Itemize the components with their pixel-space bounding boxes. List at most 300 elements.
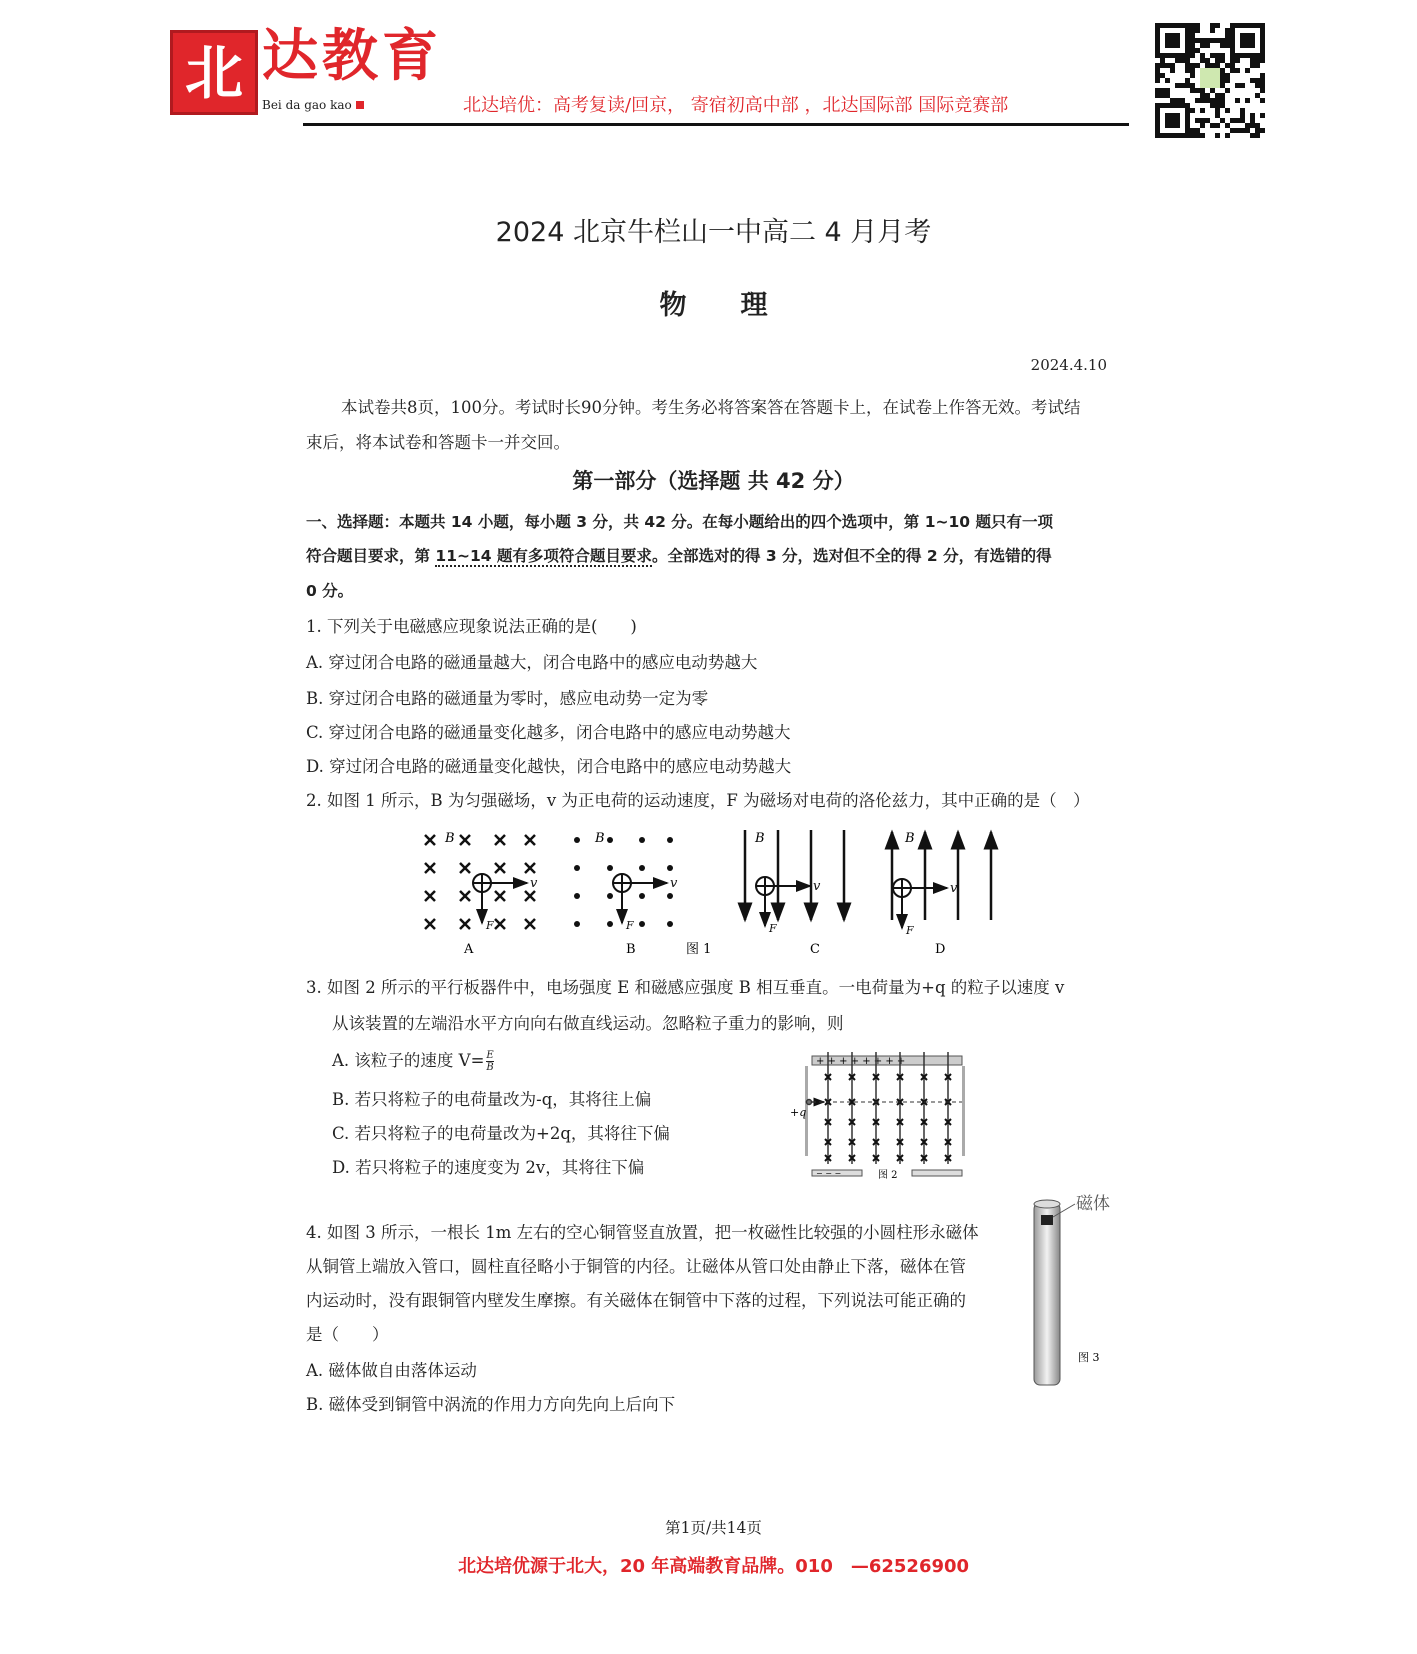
field-into-page-icon xyxy=(495,891,505,901)
qr-module xyxy=(1155,93,1160,98)
qr-module xyxy=(1200,118,1205,123)
qr-module xyxy=(1175,83,1180,88)
qr-module xyxy=(1220,58,1225,63)
figure-2 xyxy=(790,1052,975,1182)
qr-module xyxy=(1225,63,1230,68)
fraction xyxy=(486,1050,493,1073)
qr-module xyxy=(1185,83,1190,88)
qr-module xyxy=(1260,83,1265,88)
qr-module xyxy=(1245,68,1250,73)
fig-label-b: B xyxy=(626,942,636,955)
field-into-page-icon xyxy=(425,863,435,873)
qr-module xyxy=(1160,88,1165,93)
instructions-text: 符合题目要求，第 xyxy=(306,547,436,565)
qr-module xyxy=(1165,63,1170,68)
qr-module xyxy=(1155,133,1160,138)
field-out-of-page-icon xyxy=(639,893,645,899)
qr-module xyxy=(1225,73,1230,78)
qr-module xyxy=(1200,88,1205,93)
qr-module xyxy=(1155,38,1160,43)
qr-module xyxy=(1155,28,1160,33)
qr-module xyxy=(1235,58,1240,63)
q4-option-b: B. 磁体受到铜管中涡流的作用力方向先向上后向下 xyxy=(306,1395,676,1414)
qr-module xyxy=(1245,23,1250,28)
qr-module xyxy=(1155,88,1160,93)
qr-module xyxy=(1155,73,1160,78)
qr-module xyxy=(1220,53,1225,58)
footer-ad: 北达培优源于北大，20 年高端教育品牌。010 —62526900 xyxy=(457,1556,970,1577)
qr-module xyxy=(1215,133,1220,138)
qr-module xyxy=(1190,23,1195,28)
qr-module xyxy=(1155,68,1160,73)
exam-date: 2024.4.10 xyxy=(1030,356,1107,374)
qr-module xyxy=(1230,28,1235,33)
qr-module xyxy=(1195,133,1200,138)
qr-module xyxy=(1240,53,1245,58)
qr-module xyxy=(1210,63,1215,68)
qr-module xyxy=(1155,123,1160,128)
qr-module xyxy=(1185,78,1190,83)
qr-module xyxy=(1165,53,1170,58)
qr-module xyxy=(1180,103,1185,108)
q3-stem: 从该装置的左端沿水平方向向右做直线运动。忽略粒子重力的影响，则 xyxy=(332,1014,844,1033)
qr-module xyxy=(1170,98,1175,103)
qr-module xyxy=(1245,123,1250,128)
qr-module xyxy=(1205,63,1210,68)
qr-module xyxy=(1250,53,1255,58)
qr-module xyxy=(1225,78,1230,83)
qr-module xyxy=(1255,133,1260,138)
qr-module xyxy=(1225,33,1230,38)
qr-module xyxy=(1200,43,1205,48)
page-number: 第1页/共14页 xyxy=(665,1519,762,1537)
field-into-page-icon xyxy=(425,919,435,929)
pinyin-text: Bei da gao kao xyxy=(262,98,352,112)
qr-module xyxy=(1185,48,1190,53)
field-out-of-page-icon xyxy=(607,865,613,871)
q1-option-b: B. 穿过闭合电路的磁通量为零时，感应电动势一定为零 xyxy=(306,689,709,708)
velocity-label: v xyxy=(950,881,958,896)
qr-module xyxy=(1260,98,1265,103)
qr-module xyxy=(1210,123,1215,128)
qr-module xyxy=(1155,108,1160,113)
qr-module xyxy=(1255,93,1260,98)
qr-module xyxy=(1195,63,1200,68)
qr-module xyxy=(1220,98,1225,103)
qr-module xyxy=(1180,53,1185,58)
qr-module xyxy=(1165,33,1170,38)
qr-module xyxy=(1260,23,1265,28)
qr-module xyxy=(1260,88,1265,93)
qr-module xyxy=(1255,58,1260,63)
qr-module xyxy=(1200,93,1205,98)
q3-option-c: C. 若只将粒子的电荷量改为+2q，其将往下偏 xyxy=(332,1124,670,1143)
qr-module xyxy=(1260,78,1265,83)
qr-module xyxy=(1155,53,1160,58)
qr-module xyxy=(1170,33,1175,38)
fig-label-c: C xyxy=(810,942,820,955)
field-into-page-icon xyxy=(460,835,470,845)
qr-module xyxy=(1225,88,1230,93)
field-into-page-icon xyxy=(460,919,470,929)
field-out-of-page-icon xyxy=(667,837,673,843)
qr-module xyxy=(1180,83,1185,88)
intro-line: 束后，将本试卷和答题卡一并交回。 xyxy=(306,433,570,452)
qr-module xyxy=(1170,68,1175,73)
qr-module xyxy=(1240,113,1245,118)
q3-option-b: B. 若只将粒子的电荷量改为-q，其将往上偏 xyxy=(332,1090,652,1109)
qr-module xyxy=(1190,63,1195,68)
field-into-page-icon xyxy=(495,835,505,845)
qr-module xyxy=(1245,128,1250,133)
field-out-of-page-icon xyxy=(574,893,580,899)
velocity-label: v xyxy=(530,876,538,891)
qr-module xyxy=(1250,113,1255,118)
qr-module xyxy=(1165,38,1170,43)
qr-module xyxy=(1170,118,1175,123)
magnet-label: 磁体 xyxy=(1076,1194,1110,1214)
qr-module xyxy=(1165,133,1170,138)
qr-module xyxy=(1160,73,1165,78)
header-divider xyxy=(303,123,1129,126)
minus-plate-label: − − − xyxy=(816,1169,842,1178)
qr-module xyxy=(1215,103,1220,108)
qr-module xyxy=(1190,88,1195,93)
field-out-of-page-icon xyxy=(667,921,673,927)
qr-module xyxy=(1185,63,1190,68)
qr-module xyxy=(1260,43,1265,48)
option-a-text: A. 该粒子的速度 V= xyxy=(332,1051,485,1070)
qr-module xyxy=(1185,38,1190,43)
qr-module xyxy=(1190,38,1195,43)
qr-module xyxy=(1170,38,1175,43)
fig-label-d: D xyxy=(935,942,946,955)
qr-module xyxy=(1240,108,1245,113)
qr-module xyxy=(1155,33,1160,38)
qr-module xyxy=(1230,68,1235,73)
qr-module xyxy=(1225,123,1230,128)
qr-module xyxy=(1240,43,1245,48)
qr-module xyxy=(1235,68,1240,73)
qr-module xyxy=(1190,43,1195,48)
qr-module xyxy=(1220,103,1225,108)
figure-3 xyxy=(1030,1192,1130,1397)
qr-module xyxy=(1195,88,1200,93)
field-into-page-icon xyxy=(425,835,435,845)
qr-module xyxy=(1170,53,1175,58)
qr-module xyxy=(1200,133,1205,138)
qr-module xyxy=(1195,128,1200,133)
q1-stem: 1. 下列关于电磁感应现象说法正确的是( ) xyxy=(306,617,637,636)
qr-module xyxy=(1215,108,1220,113)
qr-module xyxy=(1190,108,1195,113)
field-out-of-page-icon xyxy=(639,837,645,843)
qr-module xyxy=(1220,93,1225,98)
qr-module xyxy=(1195,98,1200,103)
qr-module xyxy=(1185,28,1190,33)
figure-1 xyxy=(420,820,1000,955)
label-b: B xyxy=(755,831,765,846)
charge-label: +q xyxy=(790,1106,807,1119)
instructions-emphasis: 11~14 题有多项符合题目要求 xyxy=(435,547,652,565)
qr-module xyxy=(1215,93,1220,98)
qr-module xyxy=(1205,118,1210,123)
field-into-page-icon xyxy=(460,863,470,873)
qr-module xyxy=(1185,53,1190,58)
qr-module xyxy=(1210,28,1215,33)
qr-module xyxy=(1250,118,1255,123)
qr-module xyxy=(1230,23,1235,28)
qr-module xyxy=(1170,113,1175,118)
qr-module xyxy=(1210,23,1215,28)
qr-module xyxy=(1170,123,1175,128)
qr-module xyxy=(1250,63,1255,68)
q3-option-a xyxy=(332,1050,494,1073)
q4-option-a: A. 磁体做自由落体运动 xyxy=(306,1361,477,1380)
qr-module xyxy=(1215,38,1220,43)
field-into-page-icon xyxy=(425,891,435,901)
qr-module xyxy=(1230,33,1235,38)
q4-stem: 是（ ） xyxy=(306,1325,389,1344)
qr-module xyxy=(1170,103,1175,108)
qr-module xyxy=(1235,23,1240,28)
qr-module xyxy=(1260,58,1265,63)
qr-module xyxy=(1190,33,1195,38)
field-out-of-page-icon xyxy=(639,921,645,927)
qr-module xyxy=(1250,58,1255,63)
qr-module xyxy=(1175,43,1180,48)
qr-center-logo xyxy=(1200,68,1220,88)
qr-module xyxy=(1155,63,1160,68)
q4-stem: 4. 如图 3 所示，一根长 1m 左右的空心铜管竖直放置，把一枚磁性比较强的小圆柱形永磁体 xyxy=(306,1223,979,1242)
qr-module xyxy=(1260,53,1265,58)
qr-module xyxy=(1230,63,1235,68)
qr-module xyxy=(1175,23,1180,28)
qr-module xyxy=(1170,23,1175,28)
fig-1-caption: 图 1 xyxy=(686,942,712,955)
q1-option-c: C. 穿过闭合电路的磁通量变化越多，闭合电路中的感应电动势越大 xyxy=(306,723,791,742)
qr-module xyxy=(1175,133,1180,138)
qr-module xyxy=(1175,103,1180,108)
plus-plate-label: + + + + + + + + xyxy=(816,1056,906,1067)
qr-module xyxy=(1185,103,1190,108)
qr-module xyxy=(1180,58,1185,63)
qr-module xyxy=(1250,33,1255,38)
qr-module xyxy=(1220,83,1225,88)
field-out-of-page-icon xyxy=(667,865,673,871)
field-out-of-page-icon xyxy=(607,893,613,899)
qr-module xyxy=(1180,23,1185,28)
qr-module xyxy=(1200,58,1205,63)
field-into-page-icon xyxy=(525,863,535,873)
qr-module xyxy=(1200,38,1205,43)
qr-module xyxy=(1220,68,1225,73)
field-into-page-icon xyxy=(495,863,505,873)
qr-module xyxy=(1160,93,1165,98)
qr-module xyxy=(1240,83,1245,88)
qr-module xyxy=(1155,23,1160,28)
qr-module xyxy=(1165,103,1170,108)
field-out-of-page-icon xyxy=(574,865,580,871)
field-out-of-page-icon xyxy=(574,837,580,843)
qr-module xyxy=(1255,123,1260,128)
qr-module xyxy=(1205,98,1210,103)
qr-module xyxy=(1230,58,1235,63)
particle xyxy=(807,1100,812,1105)
q4-stem: 内运动时，没有跟铜管内壁发生摩擦。有关磁体在铜管中下落的过程，下列说法可能正确的 xyxy=(306,1291,966,1310)
header-slogan: 北达培优：高考复读/回京， 寄宿初高中部 ，北达国际部 国际竞赛部 xyxy=(463,95,1009,116)
qr-module xyxy=(1175,38,1180,43)
qr-module xyxy=(1200,123,1205,128)
qr-module xyxy=(1225,38,1230,43)
qr-module xyxy=(1170,63,1175,68)
qr-module xyxy=(1185,123,1190,128)
qr-module xyxy=(1240,118,1245,123)
qr-module xyxy=(1230,128,1235,133)
qr-module xyxy=(1215,123,1220,128)
qr-module xyxy=(1220,73,1225,78)
qr-module xyxy=(1240,23,1245,28)
qr-module xyxy=(1240,38,1245,43)
qr-module xyxy=(1155,78,1160,83)
qr-module xyxy=(1215,113,1220,118)
qr-module xyxy=(1230,43,1235,48)
qr-module xyxy=(1260,28,1265,33)
brand-pinyin xyxy=(262,98,364,112)
instructions-text: 。全部选对的得 3 分，选对但不全的得 2 分，有选错的得 xyxy=(651,547,1052,565)
qr-module xyxy=(1255,83,1260,88)
fraction-numerator: E xyxy=(486,1050,494,1061)
qr-module xyxy=(1230,38,1235,43)
qr-module xyxy=(1200,98,1205,103)
intro-line: 本试卷共8页，100分。考试时长90分钟。考生务必将答案答在答题卡上，在试卷上作答无效。考试结 xyxy=(341,398,1081,417)
qr-module xyxy=(1250,38,1255,43)
instructions-line: 0 分。 xyxy=(306,582,354,600)
qr-module xyxy=(1235,118,1240,123)
qr-code-icon xyxy=(1155,23,1265,138)
qr-module xyxy=(1205,43,1210,48)
qr-module xyxy=(1235,128,1240,133)
velocity-label: v xyxy=(670,876,678,891)
fig-2-caption: 图 2 xyxy=(878,1170,898,1181)
qr-module xyxy=(1255,78,1260,83)
qr-module xyxy=(1185,58,1190,63)
qr-module xyxy=(1165,43,1170,48)
qr-module xyxy=(1185,23,1190,28)
qr-module xyxy=(1170,43,1175,48)
qr-module xyxy=(1245,43,1250,48)
qr-module xyxy=(1230,118,1235,123)
qr-module xyxy=(1210,103,1215,108)
qr-module xyxy=(1225,43,1230,48)
qr-module xyxy=(1260,33,1265,38)
field-into-page-icon xyxy=(495,919,505,929)
qr-module xyxy=(1185,68,1190,73)
field-out-of-page-icon xyxy=(667,893,673,899)
instructions-line: 一、选择题：本题共 14 小题，每小题 3 分，共 42 分。在每小题给出的四个选项中，第 1~10 题只有一项 xyxy=(306,513,1053,531)
qr-module xyxy=(1185,133,1190,138)
qr-module xyxy=(1185,43,1190,48)
qr-module xyxy=(1215,98,1220,103)
qr-module xyxy=(1195,38,1200,43)
qr-module xyxy=(1190,73,1195,78)
qr-module xyxy=(1210,98,1215,103)
qr-module xyxy=(1175,113,1180,118)
qr-module xyxy=(1210,88,1215,93)
qr-module xyxy=(1155,48,1160,53)
qr-module xyxy=(1175,53,1180,58)
qr-module xyxy=(1185,128,1190,133)
qr-module xyxy=(1260,73,1265,78)
magnet xyxy=(1041,1215,1053,1225)
field-out-of-page-icon xyxy=(574,921,580,927)
qr-module xyxy=(1195,28,1200,33)
qr-module xyxy=(1220,38,1225,43)
force-label: F xyxy=(626,919,634,932)
qr-module xyxy=(1165,23,1170,28)
velocity-label: v xyxy=(813,879,821,894)
field-out-of-page-icon xyxy=(607,837,613,843)
field-out-of-page-icon xyxy=(639,865,645,871)
qr-module xyxy=(1160,63,1165,68)
label-b: B xyxy=(595,831,605,846)
qr-module xyxy=(1165,113,1170,118)
qr-module xyxy=(1190,83,1195,88)
qr-module xyxy=(1245,53,1250,58)
qr-module xyxy=(1255,128,1260,133)
section-heading: 第一部分（选择题 共 42 分） xyxy=(572,469,855,493)
force-label: F xyxy=(769,922,777,935)
qr-module xyxy=(1195,118,1200,123)
qr-module xyxy=(1210,38,1215,43)
qr-module xyxy=(1220,43,1225,48)
qr-module xyxy=(1160,53,1165,58)
qr-module xyxy=(1255,23,1260,28)
qr-module xyxy=(1175,58,1180,63)
q1-option-d: D. 穿过闭合电路的磁通量变化越快，闭合电路中的感应电动势越大 xyxy=(306,757,792,776)
q3-option-d: D. 若只将粒子的速度变为 2v，其将往下偏 xyxy=(332,1158,645,1177)
qr-module xyxy=(1260,128,1265,133)
qr-module xyxy=(1255,53,1260,58)
qr-module xyxy=(1165,78,1170,83)
qr-module xyxy=(1160,58,1165,63)
brand-name: 达教育 xyxy=(262,23,442,89)
label-b: B xyxy=(445,831,455,846)
qr-module xyxy=(1175,123,1180,128)
qr-module xyxy=(1165,123,1170,128)
fig-3-caption: 图 3 xyxy=(1078,1351,1100,1364)
qr-module xyxy=(1215,63,1220,68)
qr-module xyxy=(1165,118,1170,123)
qr-module xyxy=(1195,48,1200,53)
qr-module xyxy=(1195,23,1200,28)
logo-mark: 北 xyxy=(170,30,258,115)
field-into-page-icon xyxy=(525,835,535,845)
qr-module xyxy=(1235,53,1240,58)
force-label: F xyxy=(906,924,914,937)
qr-module xyxy=(1230,48,1235,53)
qr-module xyxy=(1260,48,1265,53)
qr-module xyxy=(1170,133,1175,138)
subject-title: 物 理 xyxy=(659,290,768,321)
qr-module xyxy=(1245,33,1250,38)
qr-module xyxy=(1255,63,1260,68)
qr-module xyxy=(1165,93,1170,98)
qr-module xyxy=(1175,118,1180,123)
qr-module xyxy=(1225,28,1230,33)
qr-module xyxy=(1235,83,1240,88)
qr-module xyxy=(1165,88,1170,93)
